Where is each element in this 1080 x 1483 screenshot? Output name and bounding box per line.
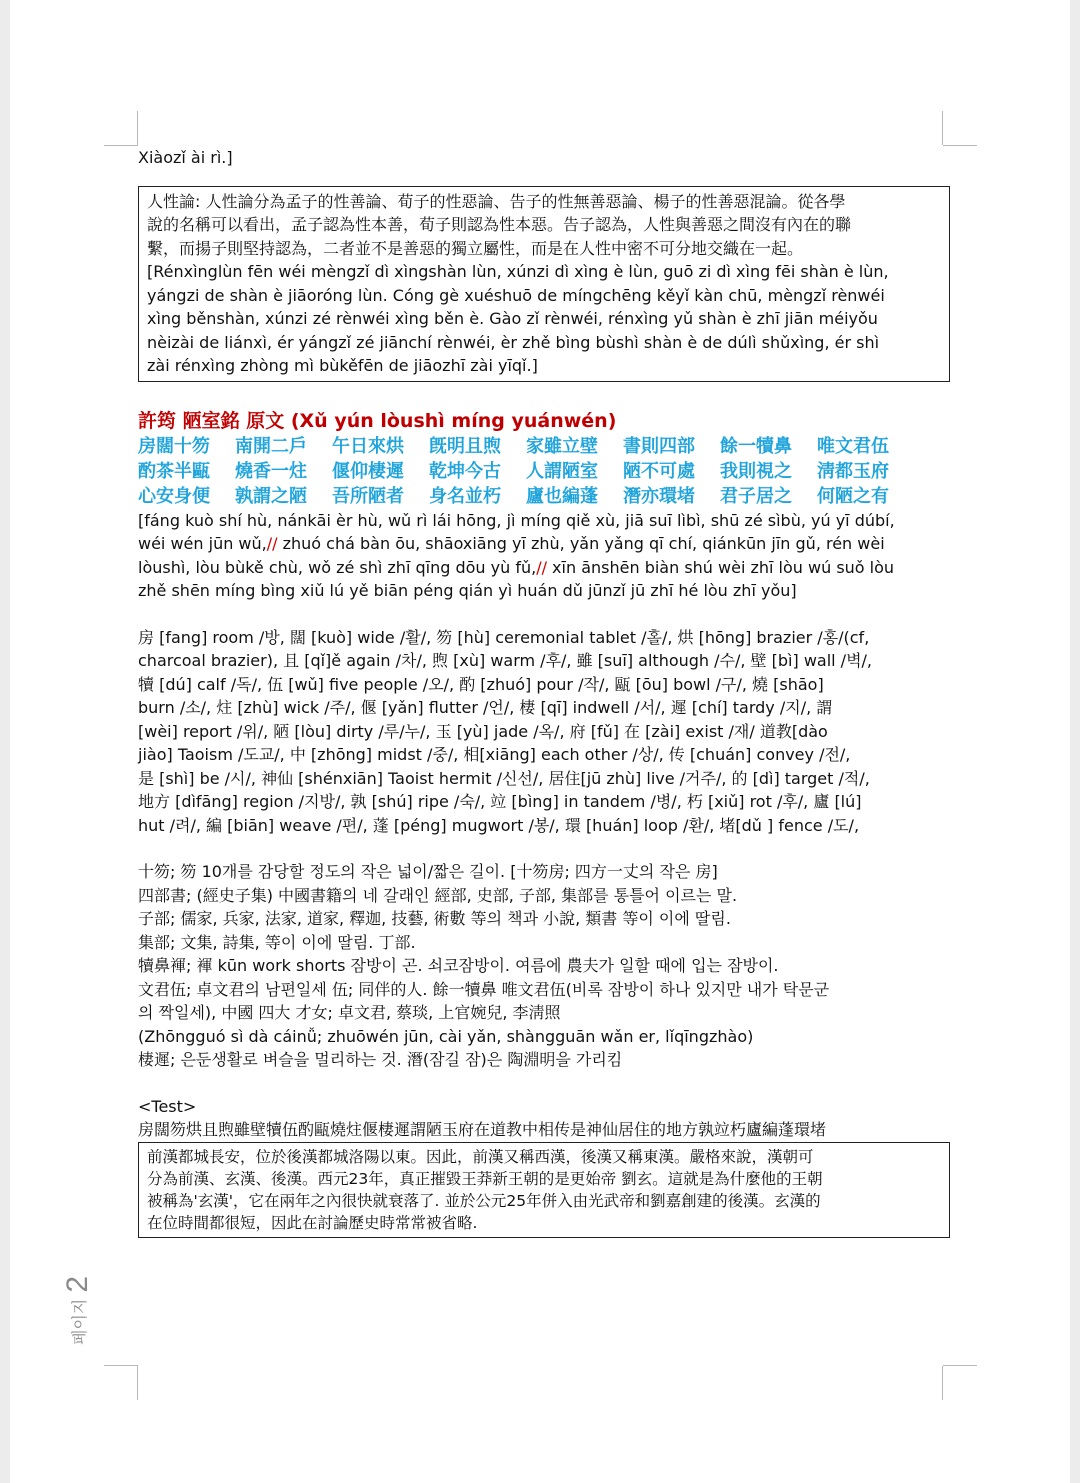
poem-phrase: 君子居之 [720,485,792,507]
vocab-line: hut /려/, 編 [biān] weave /편/, 蓬 [péng] mugwort /봉/, 環 [huán] loop /환/, 堵[dǔ ] fence /도/, [138,815,860,835]
spacer [138,603,950,626]
note-line: 文君伍; 卓文君의 남편일세 伍; 同伴的人. 餘一犢鼻 唯文君伍(비록 잠방이 하나 있지만 내가 탁문군 [138,979,830,999]
note-line: 棲遲; 은둔생활로 벼슬을 멀리하는 것. 潛(잠길 잠)은 陶淵明을 가리킴 [138,1050,623,1069]
top-line: Xiàozǐ ài rì.] [138,148,233,167]
poem-phrase: 旣明且煦 [429,435,501,457]
vocab-line: [wèi] report /위/, 陋 [lòu] dirty /루/누/, 玉 [yù] jade /옥/, 府 [fǔ] 在 [zài] exist /재/ 道教[dào [138,721,828,741]
note-line: (Zhōngguó sì dà cáinǚ; zhuōwén jūn, cài yǎn, shàngguān wǎn er, lǐqīngzhào) [138,1026,754,1046]
break-mark: // [536,557,547,577]
pinyin-text: zhě shēn míng bìng xiǔ lú yě biān péng qián yì huán dǔ jūnzǐ jū zhī hé lòu zhī yǒu] [138,581,797,600]
crop-mark [104,145,138,146]
pinyin-line [138,579,950,603]
poem-phrase: 吾所陋者 [332,485,404,507]
box-line: [Rénxìnglùn fēn wéi mèngzǐ dì xìngshàn lùn, xúnzi dì xìng è lùn, guō zi dì xìng fēi shàn è lùn, [147,262,889,281]
poem-phrase: 我則視之 [720,460,792,482]
poem-phrase: 何陋之有 [817,485,889,507]
box-line: 分為前漢、玄漢、後漢。西元23年，真正摧毀王莽新王朝的是更始帝 劉玄。這就是為什麼他的王朝 [147,1169,823,1188]
box-line: zài rénxìng zhòng mì bùkěfēn de jiāozhī zài yīqǐ.] [147,356,538,375]
pinyin-line [138,532,950,556]
poem-row [138,459,950,484]
poem-pinyin [138,509,950,603]
note-line: 犢鼻褌; 褌 kūn work shorts 잠방이 곤. 쇠코잠방이. 여름에 農夫가 일할 때에 입는 잠방이. [138,956,779,975]
poem-row [138,434,950,459]
vocab-line: 房 [fang] room /방, 闊 [kuò] wide /활/, 笏 [hù] ceremonial tablet /홀/, 烘 [hōng] brazier /홍/(cf, [138,627,870,647]
test-characters: 房闊笏烘且煦雖壁犢伍酌甌燒炷偃棲遲謂陋玉府在道教中相传是神仙居住的地方孰竝朽廬編蓬環堵 [138,1120,827,1139]
poem-phrase: 餘一犢鼻 [720,435,792,457]
note-line: 十笏; 笏 10개를 감당할 정도의 작은 넓이/짧은 길이. [十笏房; 四方一丈의 작은 房] [138,862,718,881]
poem-phrase: 家雖立壁 [526,435,598,457]
poem-phrase: 酌茶半甌 [138,460,210,482]
document-page [10,0,1070,1483]
poem-phrase: 人謂陋室 [526,460,598,482]
pinyin-text: zhuó chá bàn ōu, shāoxiāng yī zhù, yǎn yǎng qī chí, qiánkūn jīn gǔ, rén wèi [277,534,885,553]
note-line: 子部; 儒家, 兵家, 法家, 道家, 釋迦, 技藝, 術數 等의 책과 小說, 類書 等이 이에 딸림. [138,909,731,928]
box-line: 說的名稱可以看出，孟子認為性本善，荀子則認為性本惡。告子認為，人性與善惡之間沒有內在的聯 [147,215,852,234]
spacer [138,837,950,860]
han-dynasty-box [138,1142,950,1238]
box-line: 被稱為'玄漢'，它在兩年之內很快就衰落了. 並於公元25年併入由光武帝和劉嘉創建的後漢。玄漢的 [147,1191,821,1210]
pinyin-text: xīn ānshēn biàn shú wèi zhī lòu wú suǒ lòu [546,557,895,577]
page-label: 페이지 [69,1298,89,1345]
crop-mark [104,1365,138,1366]
box-line: 繫，而揚子則堅持認為，二者並不是善惡的獨立屬性，而是在人性中密不可分地交織在一起。 [147,238,804,258]
box-line: 在位時間都很短，因此在討論歷史時常常被省略. [147,1213,478,1232]
page-content [138,146,950,1238]
section-heading: 許筠 陋室銘 原文 (Xǔ yún lòushì míng yuánwén) [138,409,617,432]
box-line: nèizài de liánxì, ér yángzǐ zé jiānchí rènwéi, èr zhě bìng bùshì shàn è de dúlì shǔxìng, ér shì [147,332,880,352]
page-number: 2 [61,1275,94,1293]
vocab-line: jiào] Taoism /도교/, 中 [zhōng] midst /중/, 相[xiāng] each other /상/, 传 [chuán] convey /전/, [138,745,851,764]
poem-phrase: 偃仰棲遲 [332,460,404,482]
poem-text [138,434,950,509]
poem-phrase: 唯文君伍 [817,435,889,457]
pinyin-text: wéi wén jūn wǔ, [138,534,267,553]
poem-phrase: 書則四部 [623,435,695,457]
vocabulary-list [138,626,950,838]
test-label: <Test> [138,1096,197,1116]
break-mark: // [266,534,278,553]
note-line: 四部書; (經史子集) 中國書籍의 네 갈래인 經部, 史部, 子部, 集部를 통틀어 이르는 말. [138,885,738,905]
box-line: 前漢都城長安，位於後漢都城洛陽以東。因此，前漢又稱西漢，後漢又稱東漢。嚴格來說，漢朝可 [147,1147,814,1166]
box-line: xìng běnshàn, xúnzi zé rènwéi xìng běn è. Gào zǐ rènwéi, rénxìng yǔ shàn è zhī jiān méiyǒu [147,309,878,328]
poem-phrase: 身名並朽 [429,485,501,507]
crop-mark [942,1366,943,1400]
poem-phrase: 午日來烘 [332,435,404,457]
poem-phrase: 廬也編蓬 [526,485,598,507]
note-line: 의 짝일세), 中國 四大 才女; 卓文君, 蔡琰, 上官婉兒, 李淸照 [138,1003,561,1022]
page-number-label [38,1275,118,1345]
vocab-line: 地方 [dìfāng] region /지방/, 孰 [shú] ripe /숙/, 竝 [bìng] in tandem /병/, 朽 [xiǔ] rot /후/, 廬 [lú] [138,792,862,811]
box-line: yángzi de shàn è jiāoróng lùn. Cóng gè xuéshuō de míngchēng kěyǐ kàn chū, mèngzǐ rènwéi [147,285,885,305]
pinyin-line [138,556,950,580]
pinyin-text: lòushì, lòu bùkě chù, wǒ zé shì zhī qīng dōu yù fǔ, [138,557,537,577]
poem-row [138,484,950,509]
poem-phrase: 乾坤今古 [429,460,501,482]
poem-phrase: 潛亦環堵 [623,485,695,507]
poem-phrase: 房闊十笏 [138,435,210,457]
vocab-line: charcoal brazier), 且 [qǐ]ě again /차/, 煦 [xù] warm /후/, 雖 [suī] although /수/, 壁 [bì] wall /벽/, [138,651,873,670]
crop-mark [943,1365,977,1366]
vocab-line: 是 [shì] be /시/, 神仙 [shénxiān] Taoist hermit /신선/, 居住[jū zhù] live /거주/, 的 [dì] target /적/, [138,768,870,788]
poem-phrase: 陋不可處 [623,460,695,482]
spacer [138,1072,950,1095]
box-line: 人性論: 人性論分為孟子的性善論、荀子的性惡論、告子的性無善惡論、楊子的性善惡混論。從各學 [147,191,846,211]
poem-phrase: 淸都玉府 [817,460,889,482]
vocab-line: burn /소/, 炷 [zhù] wick /주/, 偃 [yǎn] flutter /언/, 棲 [qī] indwell /서/, 遲 [chí] tardy /지/, 謂 [138,698,833,717]
note-line: 集部; 文集, 詩集, 等이 이에 딸림. 丁部. [138,932,416,952]
crop-mark [137,111,138,145]
pinyin-line [138,509,950,533]
crop-mark [942,111,943,145]
human-nature-box [138,186,950,382]
vocab-line: 犢 [dú] calf /독/, 伍 [wǔ] five people /오/, 酌 [zhuó] pour /작/, 甌 [ōu] bowl /구/, 燒 [shāo] [138,674,824,694]
poem-phrase: 心安身便 [138,485,210,507]
notes-list [138,860,950,1072]
pinyin-text: [fáng kuò shí hù, nánkāi èr hù, wǔ rì lái hōng, jì míng qiě xù, jiā suī lìbì, shū zé sìbù, yú yī dúbí, [138,510,895,530]
crop-mark [137,1366,138,1400]
poem-phrase: 南開二戶 [235,435,307,457]
poem-phrase: 燒香一炷 [235,460,307,482]
poem-phrase: 孰謂之陋 [235,485,307,507]
